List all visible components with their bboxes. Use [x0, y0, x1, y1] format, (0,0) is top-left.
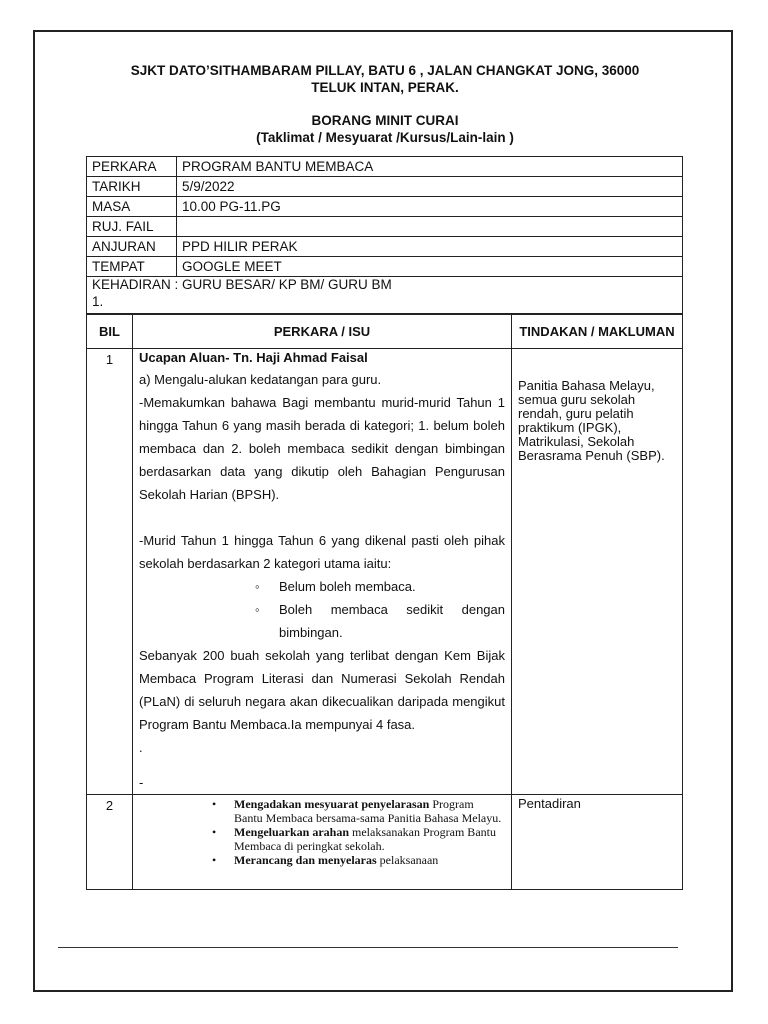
- school-address-line2: TELUK INTAN, PERAK.: [311, 80, 459, 95]
- minutes-header-row: [87, 315, 683, 349]
- row1-p4: Sebanyak 200 buah sekolah yang terlibat dengan Kem Bijak Membaca Program Literasi dan Numerasi Sekolah Rendah (PLaN) di seluruh negara akan dikecualikan daripada mengikut Program Bantu Membaca.Ia mempunyai 4 fasa.: [139, 648, 505, 732]
- row2-bil: 2: [87, 795, 133, 890]
- info-row: [87, 177, 683, 197]
- row2-tindakan: Pentadiran: [512, 795, 683, 890]
- info-row: [87, 157, 683, 177]
- info-row: [87, 237, 683, 257]
- list-item: ◦ Belum boleh membaca.: [279, 575, 505, 598]
- info-row: [87, 197, 683, 217]
- row1-bil: 1: [87, 349, 133, 795]
- info-value: PPD HILIR PERAK: [177, 237, 683, 257]
- col-header-tindakan: TINDAKAN / MAKLUMAN: [512, 315, 683, 349]
- category-list: [139, 575, 505, 644]
- minutes-table: [86, 314, 683, 890]
- item-bold: Merancang dan menyelaras: [234, 853, 377, 867]
- school-address-line1: SJKT DATO’SITHAMBARAM PILLAY, BATU 6 , JALAN CHANGKAT JONG, 36000: [130, 63, 640, 78]
- item-bold: Mengeluarkan arahan: [234, 825, 350, 839]
- info-table: [86, 156, 683, 277]
- info-value: 5/9/2022: [177, 177, 683, 197]
- info-row: [87, 217, 683, 237]
- info-key: TEMPAT: [87, 257, 177, 277]
- form-heading: [60, 112, 710, 146]
- col-header-perkara: PERKARA / ISU: [133, 315, 512, 349]
- row1-dot: .: [139, 740, 143, 755]
- row1-content: [133, 349, 512, 795]
- info-value: [177, 217, 683, 237]
- row1-tindakan: Panitia Bahasa Melayu, semua guru sekolah rendah, guru pelatih praktikum (IPGK), Matrikulasi, Sekolah Berasrama Penuh (SBP).: [512, 349, 683, 795]
- table-row: [87, 795, 683, 890]
- row1-p1: a) Mengalu-alukan kedatangan para guru.: [139, 372, 382, 387]
- info-key: MASA: [87, 197, 177, 217]
- action-list: [139, 797, 505, 867]
- row2-content: [133, 795, 512, 890]
- info-key: TARIKH: [87, 177, 177, 197]
- school-address: [60, 62, 710, 96]
- kehadiran-line1: KEHADIRAN : GURU BESAR/ KP BM/ GURU BM: [92, 277, 392, 292]
- info-value: GOOGLE MEET: [177, 257, 683, 277]
- list-item: ◦ Boleh membaca sedikit dengan bimbingan.: [279, 598, 505, 644]
- info-key: ANJURAN: [87, 237, 177, 257]
- item-bold: Mengadakan mesyuarat penyelarasan: [234, 797, 430, 811]
- list-item: [234, 853, 505, 867]
- kehadiran-line2: 1.: [92, 294, 104, 309]
- table-row: [87, 349, 683, 795]
- item-text: melaksanakan Program Bantu Membaca di peringkat sekolah.: [234, 825, 496, 853]
- row1-dash: -: [139, 775, 144, 790]
- item-text: Program Bantu Membaca bersama-sama Panitia Bahasa Melayu.: [234, 797, 502, 825]
- row1-title: Ucapan Aluan- Tn. Haji Ahmad Faisal: [139, 350, 368, 365]
- form-subtitle: (Taklimat / Mesyuarat /Kursus/Lain-lain ): [256, 130, 514, 145]
- footer-rule: [58, 947, 678, 948]
- info-key: RUJ. FAIL: [87, 217, 177, 237]
- list-item: [234, 825, 505, 853]
- list-item: [234, 797, 505, 825]
- kehadiran-box: [86, 270, 683, 314]
- info-key: PERKARA: [87, 157, 177, 177]
- info-value: 10.00 PG-11.PG: [177, 197, 683, 217]
- info-value: PROGRAM BANTU MEMBACA: [177, 157, 683, 177]
- item-text: pelaksanaan: [376, 853, 439, 867]
- form-title: BORANG MINIT CURAI: [311, 113, 459, 128]
- row1-p3: -Murid Tahun 1 hingga Tahun 6 yang dikenal pasti oleh pihak sekolah berdasarkan 2 kategori utama iaitu:: [139, 533, 505, 571]
- row1-p2: -Memakumkan bahawa Bagi membantu murid-murid Tahun 1 hingga Tahun 6 yang masih berada di kategori; 1. belum boleh membaca dan 2. boleh membaca sedikit dengan bimbingan berdasarkan data yang dikutip oleh Bahagian Pengurusan Sekolah Harian (BPSH).: [139, 395, 505, 502]
- col-header-bil: BIL: [87, 315, 133, 349]
